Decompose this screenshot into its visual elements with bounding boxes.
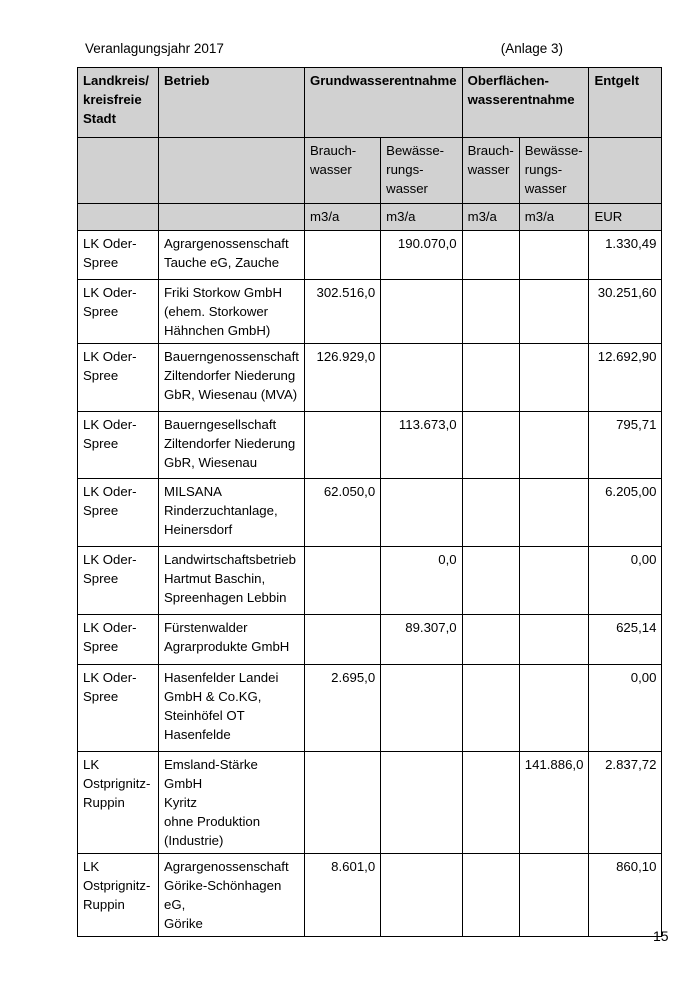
col-header-grundwasser: Grundwasserentnahme: [305, 68, 463, 138]
table-row: [78, 854, 662, 937]
cell-gw-brauch: 2.695,0: [305, 665, 381, 752]
cell-ow-brauch: [462, 854, 519, 937]
subheader-ow-bewaess: Bewässe- rungs- wasser: [519, 138, 589, 204]
table-row: [78, 665, 662, 752]
table-row: [78, 412, 662, 479]
col-header-betrieb: Betrieb: [159, 68, 305, 138]
cell-ow-bewaess: [519, 547, 589, 615]
cell-entgelt: 625,14: [589, 615, 662, 665]
table-row: [78, 344, 662, 412]
cell-gw-brauch: [305, 752, 381, 854]
cell-gw-bewaess: [381, 854, 462, 937]
unit-empty: [78, 204, 159, 231]
annex-label: (Anlage 3): [500, 41, 563, 56]
cell-betrieb: Fürstenwalder Agrarprodukte GmbH: [159, 615, 305, 665]
cell-ow-bewaess: [519, 479, 589, 547]
cell-gw-bewaess: 89.307,0: [381, 615, 462, 665]
subheader-row: [78, 138, 662, 204]
table-row: [78, 547, 662, 615]
subheader-gw-brauch: Brauch- wasser: [305, 138, 381, 204]
cell-landkreis: LK Oder- Spree: [78, 615, 159, 665]
cell-gw-brauch: 62.050,0: [305, 479, 381, 547]
subheader-gw-bewaess: Bewässe- rungs- wasser: [381, 138, 462, 204]
cell-ow-brauch: [462, 665, 519, 752]
cell-betrieb: Agrargenossenschaft Görike-Schönhagen eG, Görike: [159, 854, 305, 937]
cell-gw-brauch: [305, 547, 381, 615]
table-row: [78, 615, 662, 665]
table-row: [78, 479, 662, 547]
cell-ow-bewaess: [519, 615, 589, 665]
unit-ow-brauch: m3/a: [462, 204, 519, 231]
cell-landkreis: LK Oder- Spree: [78, 479, 159, 547]
cell-gw-brauch: 8.601,0: [305, 854, 381, 937]
cell-landkreis: LK Oder- Spree: [78, 231, 159, 280]
unit-empty: [159, 204, 305, 231]
unit-ow-bewaess: m3/a: [519, 204, 589, 231]
cell-landkreis: LK Ostprignitz- Ruppin: [78, 854, 159, 937]
cell-entgelt: 6.205,00: [589, 479, 662, 547]
cell-ow-bewaess: [519, 665, 589, 752]
cell-ow-bewaess: 141.886,0: [519, 752, 589, 854]
cell-gw-bewaess: [381, 665, 462, 752]
cell-gw-bewaess: [381, 344, 462, 412]
cell-betrieb: Landwirtschaftsbetrieb Hartmut Baschin, Spreenhagen Lebbin: [159, 547, 305, 615]
cell-ow-bewaess: [519, 412, 589, 479]
unit-gw-brauch: m3/a: [305, 204, 381, 231]
subheader-empty: [159, 138, 305, 204]
cell-entgelt: 860,10: [589, 854, 662, 937]
cell-ow-brauch: [462, 412, 519, 479]
cell-entgelt: 30.251,60: [589, 280, 662, 344]
cell-betrieb: Friki Storkow GmbH (ehem. Storkower Hähnchen GmbH): [159, 280, 305, 344]
cell-ow-brauch: [462, 615, 519, 665]
cell-gw-bewaess: [381, 752, 462, 854]
cell-gw-brauch: [305, 412, 381, 479]
page-header: [85, 41, 563, 59]
cell-gw-brauch: [305, 231, 381, 280]
cell-gw-bewaess: [381, 280, 462, 344]
cell-landkreis: LK Oder- Spree: [78, 412, 159, 479]
table-row: [78, 752, 662, 854]
cell-betrieb: Hasenfelder Landei GmbH & Co.KG, Steinhöfel OT Hasenfelde: [159, 665, 305, 752]
cell-ow-brauch: [462, 280, 519, 344]
cell-gw-bewaess: 190.070,0: [381, 231, 462, 280]
cell-entgelt: 0,00: [589, 547, 662, 615]
cell-entgelt: 12.692,90: [589, 344, 662, 412]
cell-landkreis: LK Oder- Spree: [78, 280, 159, 344]
fee-table: [77, 67, 662, 937]
cell-ow-bewaess: [519, 231, 589, 280]
cell-ow-brauch: [462, 344, 519, 412]
cell-ow-bewaess: [519, 854, 589, 937]
cell-gw-brauch: [305, 615, 381, 665]
cell-entgelt: 795,71: [589, 412, 662, 479]
assessment-year: Veranlagungsjahr 2017: [85, 41, 224, 56]
subheader-empty: [78, 138, 159, 204]
cell-ow-bewaess: [519, 344, 589, 412]
subheader-empty: [589, 138, 662, 204]
cell-ow-brauch: [462, 547, 519, 615]
unit-gw-bewaess: m3/a: [381, 204, 462, 231]
col-header-landkreis: Landkreis/ kreisfreie Stadt: [78, 68, 159, 138]
cell-landkreis: LK Oder- Spree: [78, 344, 159, 412]
subheader-ow-brauch: Brauch- wasser: [462, 138, 519, 204]
unit-row: [78, 204, 662, 231]
cell-entgelt: 0,00: [589, 665, 662, 752]
cell-landkreis: LK Ostprignitz- Ruppin: [78, 752, 159, 854]
table-row: [78, 231, 662, 280]
header-row: [78, 68, 662, 138]
unit-entgelt: EUR: [589, 204, 662, 231]
cell-gw-brauch: 126.929,0: [305, 344, 381, 412]
cell-ow-brauch: [462, 479, 519, 547]
cell-betrieb: Agrargenossenschaft Tauche eG, Zauche: [159, 231, 305, 280]
cell-ow-brauch: [462, 752, 519, 854]
cell-ow-brauch: [462, 231, 519, 280]
col-header-entgelt: Entgelt: [589, 68, 662, 138]
cell-entgelt: 1.330,49: [589, 231, 662, 280]
cell-betrieb: Emsland-Stärke GmbH Kyritz ohne Produktion (Industrie): [159, 752, 305, 854]
cell-gw-bewaess: [381, 479, 462, 547]
page-number: 15: [653, 928, 669, 944]
cell-betrieb: MILSANA Rinderzuchtanlage, Heinersdorf: [159, 479, 305, 547]
cell-betrieb: Bauerngenossenschaft Ziltendorfer Niederung GbR, Wiesenau (MVA): [159, 344, 305, 412]
table-row: [78, 280, 662, 344]
cell-gw-brauch: 302.516,0: [305, 280, 381, 344]
cell-gw-bewaess: 0,0: [381, 547, 462, 615]
col-header-oberflaeche: Oberflächen- wasserentnahme: [462, 68, 589, 138]
cell-gw-bewaess: 113.673,0: [381, 412, 462, 479]
cell-landkreis: LK Oder- Spree: [78, 665, 159, 752]
cell-betrieb: Bauerngesellschaft Ziltendorfer Niederung GbR, Wiesenau: [159, 412, 305, 479]
cell-ow-bewaess: [519, 280, 589, 344]
cell-entgelt: 2.837,72: [589, 752, 662, 854]
cell-landkreis: LK Oder- Spree: [78, 547, 159, 615]
